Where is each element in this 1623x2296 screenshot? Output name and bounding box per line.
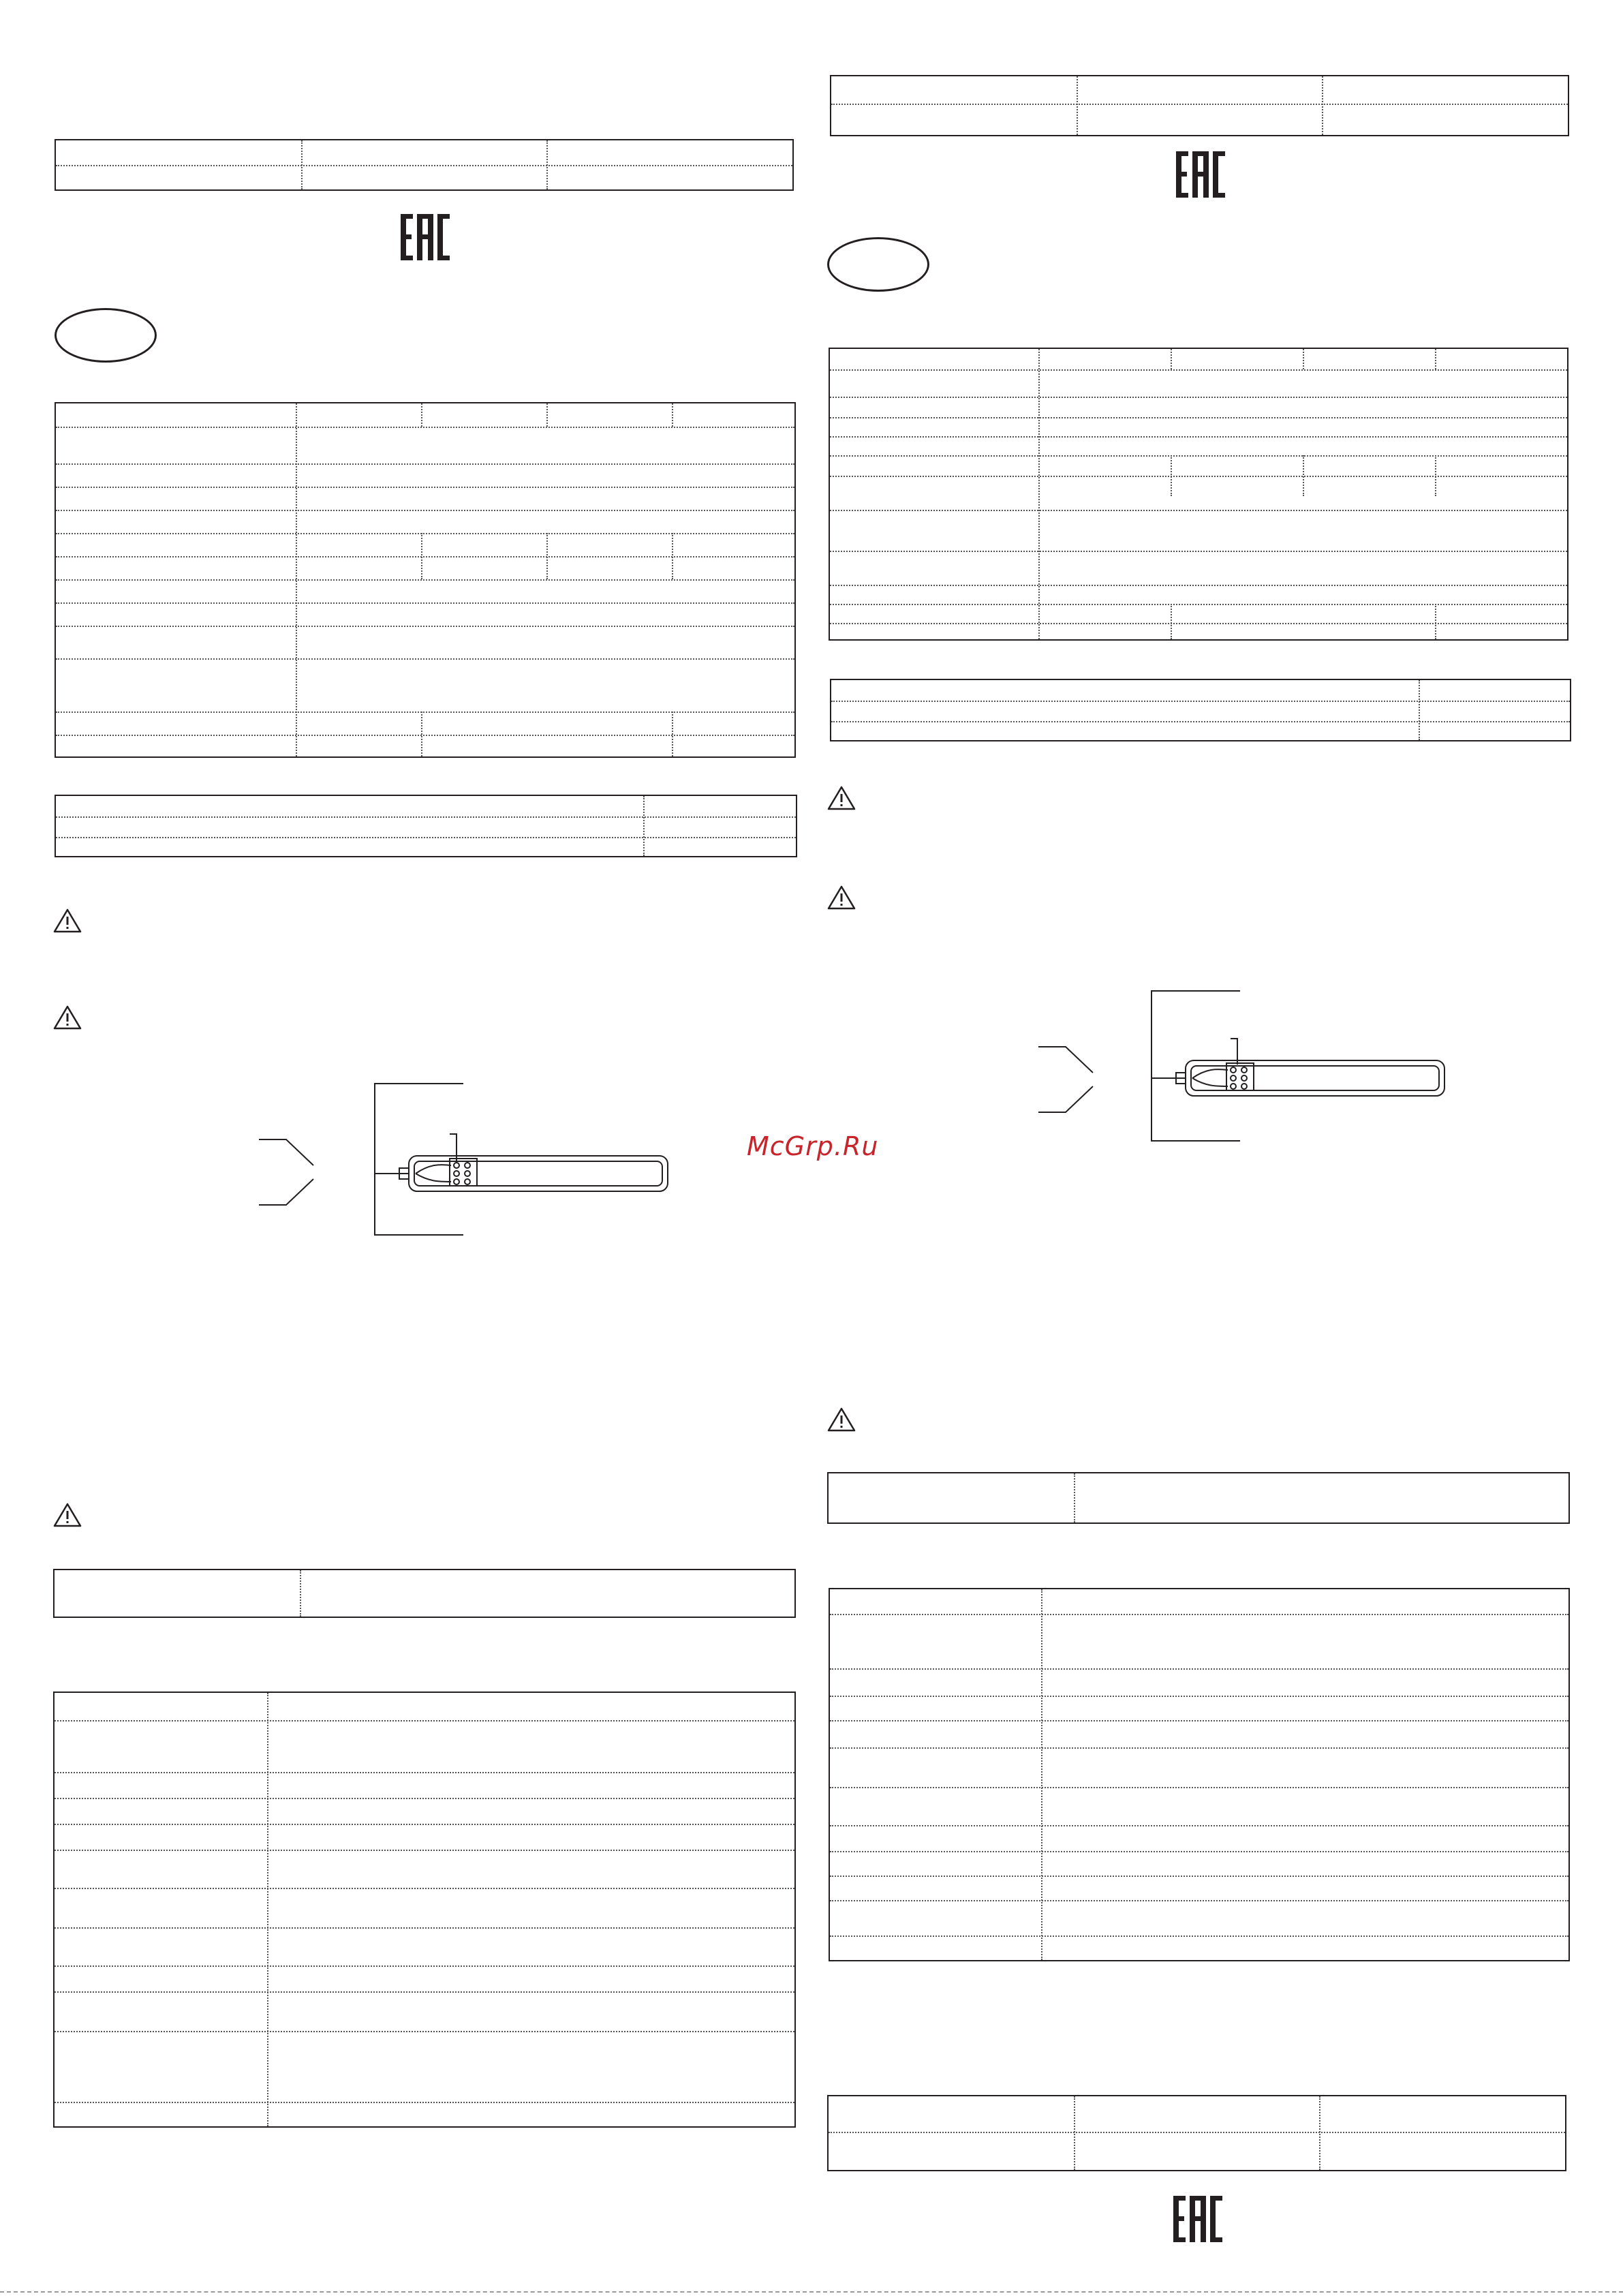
header-table-right (830, 75, 1569, 136)
row-divider (830, 1696, 1568, 1697)
col-divider (1171, 349, 1172, 369)
eac-certification-mark (1176, 151, 1225, 198)
col-divider (1171, 455, 1172, 496)
row-divider (56, 626, 794, 627)
col-divider (643, 796, 645, 856)
col-divider (1171, 604, 1172, 639)
row-divider (56, 556, 794, 557)
row-divider (56, 165, 792, 166)
col-divider (1038, 349, 1040, 639)
warning-icon (827, 1407, 856, 1433)
watermark-text: McGrp.Ru (747, 1131, 879, 1161)
row-divider (830, 1787, 1568, 1788)
col-divider (672, 403, 673, 427)
col-divider (546, 533, 548, 579)
col-divider (546, 403, 548, 427)
row-divider (55, 1824, 794, 1825)
row-divider (829, 2132, 1565, 2133)
row-divider (55, 2031, 794, 2032)
row-divider (830, 585, 1567, 586)
row-divider (830, 1825, 1568, 1826)
row-divider (56, 533, 794, 534)
row-divider (831, 721, 1570, 722)
warning-icon (827, 885, 856, 910)
row-divider (56, 658, 794, 660)
header-table-left (55, 139, 794, 191)
row-divider (55, 2102, 794, 2103)
row-divider (830, 1935, 1568, 1937)
col-divider (267, 1693, 268, 2126)
col-divider (296, 403, 297, 756)
wiring-table-right (827, 1472, 1570, 1524)
col-divider (1074, 1473, 1075, 1522)
row-divider (56, 579, 794, 581)
row-divider (830, 1747, 1568, 1749)
eac-certification-mark (1173, 2196, 1222, 2242)
footer-table-right (827, 2095, 1566, 2171)
row-divider (56, 735, 794, 736)
row-divider (830, 369, 1567, 371)
row-divider (55, 1888, 794, 1889)
row-divider (56, 602, 794, 604)
col-divider (1435, 349, 1436, 369)
eac-certification-mark (401, 214, 450, 260)
row-divider (56, 427, 794, 428)
specifications-table-right (829, 348, 1568, 641)
row-divider (55, 1720, 794, 1721)
sensor-diagram (1038, 984, 1461, 1148)
col-divider (421, 403, 422, 427)
warning-icon (53, 1502, 82, 1528)
row-divider (830, 1876, 1568, 1877)
row-divider (830, 1668, 1568, 1670)
row-divider (830, 1851, 1568, 1852)
row-divider (55, 1798, 794, 1799)
row-divider (56, 510, 794, 511)
specifications-table-left (55, 402, 796, 758)
warning-icon (53, 1005, 82, 1030)
col-divider (1077, 76, 1078, 135)
row-divider (830, 455, 1567, 457)
row-divider (56, 711, 794, 713)
row-divider (55, 1927, 794, 1929)
page-bottom-rule (0, 2291, 1623, 2293)
col-divider (672, 533, 673, 579)
row-divider (830, 604, 1567, 605)
row-divider (831, 701, 1570, 702)
row-divider (830, 551, 1567, 552)
row-divider (830, 510, 1567, 511)
col-divider (1322, 76, 1323, 135)
warning-icon (827, 785, 856, 811)
col-divider (1419, 680, 1420, 740)
language-badge (55, 308, 157, 363)
warning-icon (53, 908, 82, 934)
row-divider (55, 1772, 794, 1773)
col-divider (1303, 455, 1304, 496)
col-divider (672, 711, 673, 756)
col-divider (300, 1570, 301, 1617)
row-divider (830, 1614, 1568, 1615)
details-table-left (53, 1692, 796, 2128)
summary-table-left (55, 795, 797, 857)
row-divider (56, 487, 794, 488)
row-divider (56, 463, 794, 465)
details-table-right (829, 1588, 1570, 1961)
summary-table-right (830, 679, 1571, 741)
sensor-diagram (259, 1077, 681, 1240)
row-divider (830, 1900, 1568, 1901)
col-divider (301, 140, 303, 189)
row-divider (56, 837, 796, 838)
col-divider (1303, 349, 1304, 369)
col-divider (421, 533, 422, 579)
row-divider (830, 476, 1567, 477)
col-divider (1041, 1589, 1042, 1960)
row-divider (830, 1720, 1568, 1721)
row-divider (831, 104, 1568, 105)
wiring-table-left (53, 1569, 796, 1618)
row-divider (55, 1991, 794, 1993)
col-divider (546, 140, 548, 189)
col-divider (1074, 2096, 1075, 2170)
row-divider (56, 816, 796, 818)
col-divider (1435, 604, 1436, 639)
row-divider (830, 397, 1567, 398)
row-divider (55, 1850, 794, 1851)
row-divider (830, 436, 1567, 438)
col-divider (1319, 2096, 1320, 2170)
row-divider (830, 417, 1567, 418)
row-divider (55, 1965, 794, 1967)
col-divider (1435, 455, 1436, 496)
language-badge (827, 237, 929, 292)
col-divider (421, 711, 422, 756)
row-divider (830, 623, 1567, 624)
